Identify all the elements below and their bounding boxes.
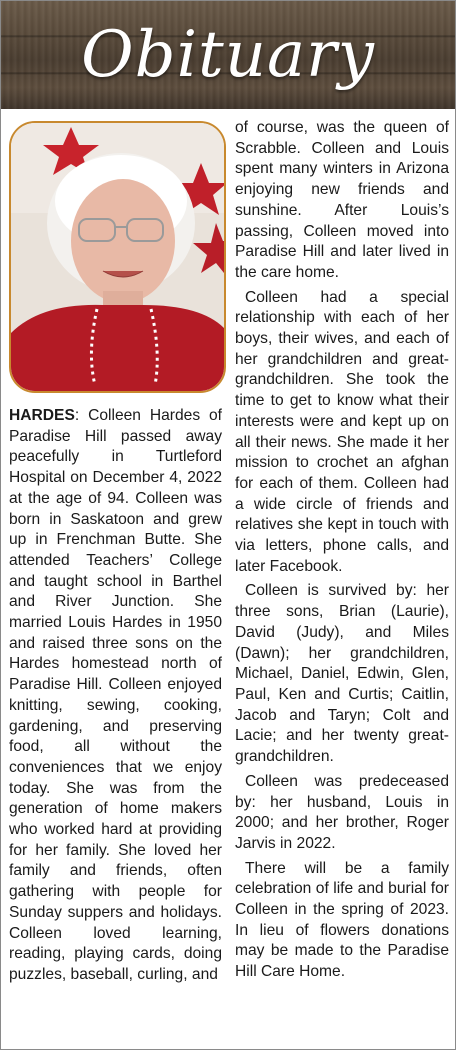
deceased-surname: HARDES	[9, 407, 75, 424]
paragraph-continuation: of course, was the queen of Scrabble. Colleen and Louis spent many winters in Arizona enjoying new friends and sunshine. After Louis’s passing, Colleen moved into Paradise Hill and later lived in the care home.	[235, 119, 449, 281]
left-column	[9, 406, 222, 986]
portrait-photo	[9, 121, 226, 393]
obituary-banner	[1, 1, 455, 109]
intro-text: : Colleen Hardes of Paradise Hill passed away peacefully in Turtleford Hospital on December 4, 2022 at the age of 94. Colleen was born in Saskatoon and grew up in Frenchman Butte. She attended Teachers’ College and taught school in Barthel and River Junction. She married Louis Hardes in 1950 and raised three sons on the Hardes homestead north of Paradise Hill. Colleen enjoyed knitting, sewing, cooking, gardening, and preserving food, all without the conveniences that we enjoy today. She was from the generation of home makers who worked hard at providing for her family. She loved her family and friends, often gathering with people for Sunday suppers and holidays. Colleen loved learning, reading, playing cards, doing puzzles, baseball, curling, and	[9, 407, 222, 983]
banner-title: Obituary	[81, 18, 375, 92]
paragraph-survived-by: Colleen is survived by: her three sons, Brian (Laurie), David (Judy), and Miles (Dawn); her grandchildren, Michael, Daniel, Edwin, Glen, Paul, Ken and Curtis; Caitlin, Jacob and Taryn; Colt and Lacie; and her twenty great-grandchildren.	[235, 582, 449, 766]
paragraph-family-relationships: Colleen had a special relationship with each of her boys, their wives, and each of her grandchildren and great-grandchildren. She took the time to get to know what their interests were and kept up on all their news. She made it her mission to crochet an afghan for each of them. Colleen had a wide circle of friends and relatives she kept in touch with via letters, phone calls, and later Facebook.	[235, 288, 449, 575]
portrait-illustration	[11, 123, 224, 391]
right-column	[235, 118, 449, 983]
obituary-intro-paragraph	[9, 406, 222, 986]
paragraph-celebration: There will be a family celebration of life and burial for Colleen in the spring of 2023. In lieu of flowers donations may be made to the Paradise Hill Care Home.	[235, 859, 449, 981]
paragraph-predeceased-by: Colleen was predeceased by: her husband, Louis in 2000; and her brother, Roger Jarvis in 2022.	[235, 772, 449, 852]
